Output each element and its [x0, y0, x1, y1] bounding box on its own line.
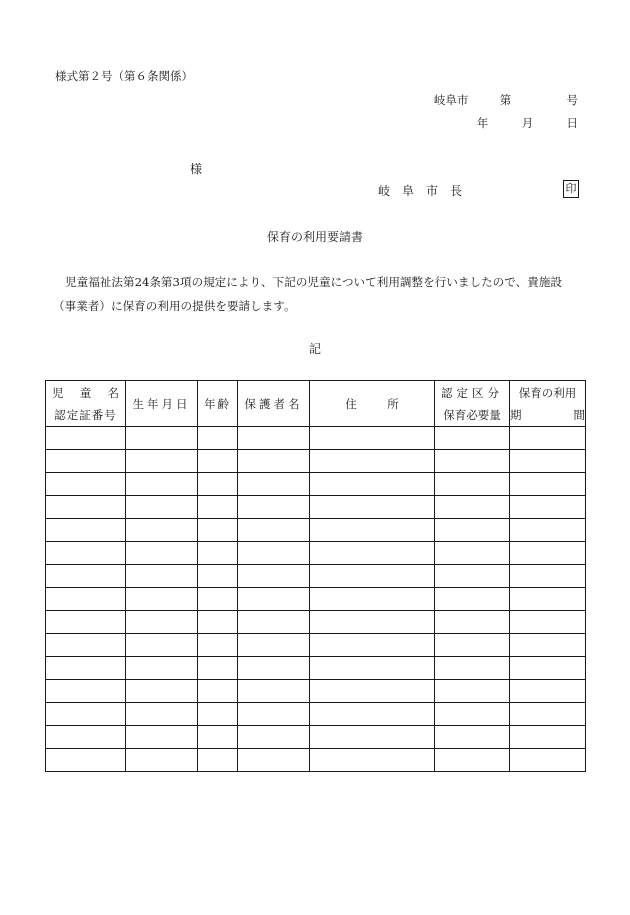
table-row: [46, 611, 586, 634]
seal-mark: 印: [563, 180, 579, 198]
table-body: [46, 427, 586, 772]
header-period-top: 保育の利用: [518, 385, 577, 400]
table-cell[interactable]: [435, 680, 510, 703]
body-paragraph: 児童福祉法第24条第3項の規定により、下記の児童について利用調整を行いましたので、貴施設（事業者）に保育の利用の提供を要請します。: [53, 275, 563, 313]
table-cell[interactable]: [46, 680, 126, 703]
table-cell[interactable]: [435, 519, 510, 542]
reference-number-line: [434, 92, 578, 108]
table-cell[interactable]: [435, 611, 510, 634]
table-cell[interactable]: [510, 611, 586, 634]
table-cell[interactable]: [510, 473, 586, 496]
table-cell[interactable]: [310, 588, 435, 611]
table-cell[interactable]: [238, 611, 310, 634]
table-cell[interactable]: [310, 749, 435, 772]
table-cell[interactable]: [510, 749, 586, 772]
table-cell[interactable]: [510, 726, 586, 749]
table-cell[interactable]: [238, 542, 310, 565]
table-cell[interactable]: [435, 726, 510, 749]
date-year: 年: [476, 116, 489, 130]
header-child-name: [46, 381, 126, 427]
date-line: [477, 115, 578, 131]
table-cell[interactable]: [126, 634, 198, 657]
table-cell[interactable]: [435, 749, 510, 772]
table-cell[interactable]: [46, 565, 126, 588]
table-cell[interactable]: [435, 427, 510, 450]
table-row: [46, 565, 586, 588]
table-cell[interactable]: [510, 450, 586, 473]
table-cell[interactable]: [198, 657, 238, 680]
header-address: [310, 381, 435, 427]
recipient-honorific: 様: [190, 162, 203, 176]
header-child-name-2: 童: [79, 385, 92, 400]
header-period-bottom-2: 間: [573, 407, 585, 422]
table-cell[interactable]: [310, 565, 435, 588]
table-cell[interactable]: [310, 611, 435, 634]
reference-go: 号: [566, 93, 578, 107]
table-cell[interactable]: [238, 749, 310, 772]
table-cell[interactable]: [46, 588, 126, 611]
table-cell[interactable]: [126, 726, 198, 749]
table-cell[interactable]: [46, 496, 126, 519]
request-table: [45, 380, 586, 772]
table-cell[interactable]: [310, 473, 435, 496]
table-cell[interactable]: [198, 588, 238, 611]
table-cell[interactable]: [510, 657, 586, 680]
table-cell[interactable]: [198, 473, 238, 496]
table-cell[interactable]: [198, 496, 238, 519]
table-cell[interactable]: [46, 726, 126, 749]
table-cell[interactable]: [510, 519, 586, 542]
table-cell[interactable]: [510, 542, 586, 565]
header-period: [510, 381, 586, 427]
table-cell[interactable]: [46, 542, 126, 565]
reference-dai: 第: [499, 93, 512, 107]
reference-city: 岐阜市: [433, 93, 469, 107]
table-cell[interactable]: [238, 726, 310, 749]
table-cell[interactable]: [198, 519, 238, 542]
table-cell[interactable]: [126, 519, 198, 542]
table-cell[interactable]: [310, 450, 435, 473]
table-cell[interactable]: [238, 496, 310, 519]
issuer-name: 岐阜市長: [378, 184, 475, 198]
table-cell[interactable]: [198, 542, 238, 565]
table-cell[interactable]: [198, 680, 238, 703]
table-row: [46, 473, 586, 496]
table-cell[interactable]: [46, 450, 126, 473]
table-cell[interactable]: [198, 726, 238, 749]
table-cell[interactable]: [198, 749, 238, 772]
table-cell[interactable]: [238, 634, 310, 657]
table-cell[interactable]: [198, 450, 238, 473]
table-cell[interactable]: [435, 588, 510, 611]
table-cell[interactable]: [126, 749, 198, 772]
table-cell[interactable]: [310, 657, 435, 680]
header-cert-category: [435, 381, 510, 427]
ki-heading: 記: [308, 342, 321, 356]
header-address-2: 所: [387, 396, 399, 411]
table-row: [46, 703, 586, 726]
table-cell[interactable]: [310, 496, 435, 519]
table-row: [46, 657, 586, 680]
table-header-row: [46, 381, 586, 427]
table-cell[interactable]: [510, 588, 586, 611]
table-row: [46, 450, 586, 473]
table-cell[interactable]: [238, 703, 310, 726]
table-row: [46, 680, 586, 703]
table-cell[interactable]: [126, 611, 198, 634]
table-cell[interactable]: [46, 473, 126, 496]
header-child-name-1: 児: [52, 385, 64, 400]
table-cell[interactable]: [46, 657, 126, 680]
header-age: 年齢: [198, 381, 238, 427]
header-cert-category-bottom: 保育必要量: [443, 407, 501, 422]
table-cell[interactable]: [510, 634, 586, 657]
table-cell[interactable]: [198, 565, 238, 588]
table-cell[interactable]: [126, 496, 198, 519]
table-row: [46, 519, 586, 542]
table-cell[interactable]: [46, 611, 126, 634]
table-cell[interactable]: [435, 703, 510, 726]
table-cell[interactable]: [238, 473, 310, 496]
table-cell[interactable]: [510, 427, 586, 450]
header-cert-number: 認定証番号: [54, 407, 117, 422]
header-cert-category-top: 認定区分: [441, 385, 503, 400]
table-cell[interactable]: [510, 680, 586, 703]
table-cell[interactable]: [435, 496, 510, 519]
table-cell[interactable]: [435, 634, 510, 657]
header-birthdate: 生年月日: [126, 381, 198, 427]
table-cell[interactable]: [310, 519, 435, 542]
table-cell[interactable]: [126, 657, 198, 680]
table-row: [46, 588, 586, 611]
table-cell[interactable]: [198, 611, 238, 634]
table-cell[interactable]: [126, 542, 198, 565]
table-cell[interactable]: [46, 519, 126, 542]
document-title: 保育の利用要請書: [266, 230, 363, 244]
table-cell[interactable]: [238, 565, 310, 588]
table-cell[interactable]: [126, 588, 198, 611]
table-cell[interactable]: [126, 427, 198, 450]
table-cell[interactable]: [238, 657, 310, 680]
table-cell[interactable]: [126, 565, 198, 588]
header-guardian: 保護者名: [238, 381, 310, 427]
table-cell[interactable]: [310, 680, 435, 703]
table-cell[interactable]: [310, 703, 435, 726]
date-day: 日: [566, 116, 578, 130]
table-cell[interactable]: [46, 703, 126, 726]
table-cell[interactable]: [238, 427, 310, 450]
table-cell[interactable]: [238, 588, 310, 611]
table-cell[interactable]: [510, 496, 586, 519]
table-cell[interactable]: [310, 634, 435, 657]
table-cell[interactable]: [198, 427, 238, 450]
date-month: 月: [521, 116, 534, 130]
table-row: [46, 726, 586, 749]
table-row: [46, 427, 586, 450]
header-child-name-3: 名: [107, 385, 119, 400]
table-cell[interactable]: [126, 703, 198, 726]
form-number: 様式第２号（第６条関係）: [55, 69, 193, 83]
header-address-1: 住: [345, 396, 357, 411]
table-cell[interactable]: [46, 427, 126, 450]
table-cell[interactable]: [126, 473, 198, 496]
table-cell[interactable]: [310, 542, 435, 565]
table-cell[interactable]: [310, 427, 435, 450]
table-cell[interactable]: [126, 450, 198, 473]
table-cell[interactable]: [435, 450, 510, 473]
table-cell[interactable]: [310, 726, 435, 749]
table-cell[interactable]: [46, 634, 126, 657]
table-cell[interactable]: [510, 565, 586, 588]
table-cell[interactable]: [435, 473, 510, 496]
table-row: [46, 542, 586, 565]
table-row: [46, 496, 586, 519]
header-period-bottom-1: 期: [510, 407, 522, 422]
table-row: [46, 634, 586, 657]
table-cell[interactable]: [198, 703, 238, 726]
table-cell[interactable]: [198, 634, 238, 657]
table-cell[interactable]: [238, 519, 310, 542]
table-cell[interactable]: [510, 703, 586, 726]
table-cell[interactable]: [435, 542, 510, 565]
table-cell[interactable]: [46, 749, 126, 772]
table-cell[interactable]: [238, 680, 310, 703]
table-cell[interactable]: [126, 680, 198, 703]
table-cell[interactable]: [435, 657, 510, 680]
table-cell[interactable]: [435, 565, 510, 588]
table-row: [46, 749, 586, 772]
table-cell[interactable]: [238, 450, 310, 473]
